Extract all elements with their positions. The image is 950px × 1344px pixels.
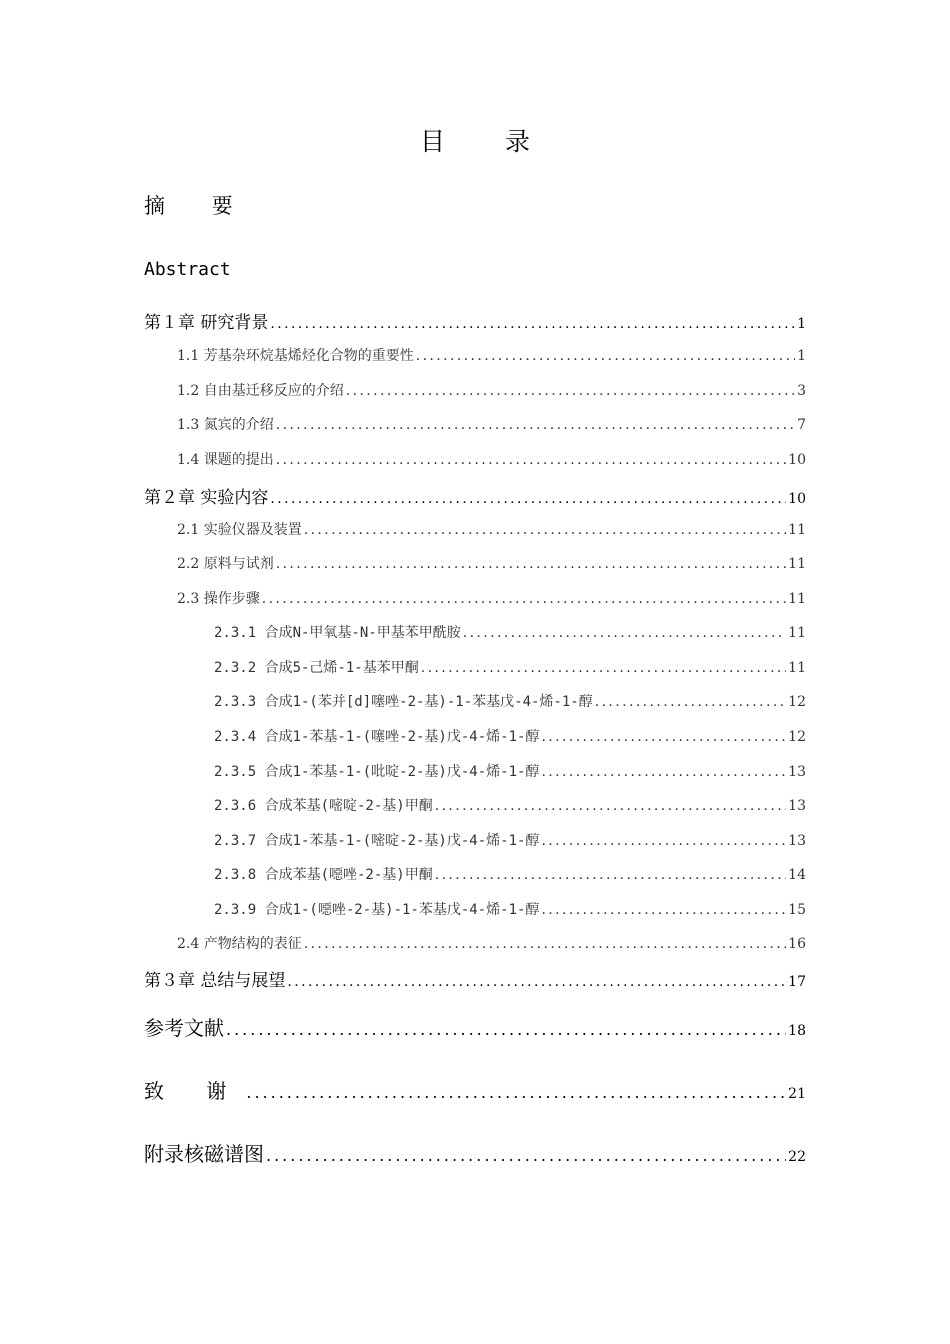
toc-leader-dots [246,1083,786,1102]
page-title: 目 录 [420,127,556,156]
toc-leader-dots [270,316,795,332]
toc-entry-title: 2.3.6 合成苯基(嘧啶-2-基)甲酮 [214,798,433,814]
toc-leader-dots [304,522,786,538]
abstract-cn-heading: 摘 要 [144,194,253,218]
toc-entry-title: 2.3.1 合成N-甲氧基-N-甲基苯甲酰胺 [214,625,461,641]
toc-entry-page: 3 [797,383,806,399]
toc-entry-title: 1.3 氮宾的介绍 [177,417,274,433]
toc-entry-2-3-6[interactable] [214,795,806,815]
toc-entry-page: 13 [788,764,806,780]
toc-leader-dots [435,798,786,814]
toc-entry-chapter-2[interactable] [144,483,806,508]
toc-leader-dots [276,452,786,468]
toc-entry-title: 2.2 原料与试剂 [177,556,274,572]
toc-leader-dots [266,1146,786,1165]
toc-leader-dots [541,764,786,780]
toc-entry-title: 致 谢 [144,1079,245,1103]
toc-leader-dots [435,867,786,883]
toc-entry-2-3-1[interactable] [214,622,806,642]
toc-leader-dots [595,694,786,710]
toc-entry-page: 11 [788,556,806,572]
toc-entry-title: 第２章 实验内容 [144,488,269,508]
toc-entry-page: 11 [788,591,806,607]
toc-entry-2-3[interactable] [177,588,806,608]
toc-entry-title: 第１章 研究背景 [144,313,269,333]
toc-entry-title: 1.1 芳基杂环烷基烯烃化合物的重要性 [177,348,414,364]
toc-entry-1-3[interactable] [177,414,806,434]
toc-entry-2-4[interactable] [177,933,806,953]
toc-entry-page: 16 [788,936,806,952]
toc-entry-title: 2.3 操作步骤 [177,591,260,607]
toc-leader-dots [416,348,795,364]
toc-entry-1-4[interactable] [177,449,806,469]
toc-entry-title: 2.3.3 合成1-(苯并[d]噻唑-2-基)-1-苯基戊-4-烯-1-醇 [214,694,593,710]
toc-entry-page: 14 [788,867,806,883]
toc-leader-dots [421,660,786,676]
toc-entry-page: 11 [788,522,806,538]
toc-leader-dots [276,417,795,433]
toc-entry-page: 10 [788,491,806,507]
toc-entry-title: 2.4 产物结构的表征 [177,936,302,952]
toc-entry-references[interactable] [144,1012,806,1041]
toc-entry-page: 11 [788,660,806,676]
toc-entry-page: 12 [788,694,806,710]
toc-entry-1-2[interactable] [177,380,806,400]
toc-entry-2-2[interactable] [177,553,806,573]
toc-entry-page: 10 [788,452,806,468]
toc-entry-2-3-5[interactable] [214,761,806,781]
toc-entry-page: 1 [797,348,806,364]
toc-leader-dots [541,902,786,918]
toc-entry-2-3-4[interactable] [214,726,806,746]
abstract-en-heading: Abstract [144,259,231,280]
toc-entry-title: 2.1 实验仪器及装置 [177,522,302,538]
toc-leader-dots [304,936,786,952]
toc-entry-page: 17 [788,974,806,990]
toc-entry-title: 1.4 课题的提出 [177,452,274,468]
toc-entry-2-1[interactable] [177,519,806,539]
toc-entry-title: 第３章 总结与展望 [144,971,286,991]
toc-entry-1-1[interactable] [177,345,806,365]
toc-entry-page: 21 [788,1086,806,1102]
toc-entry-page: 22 [788,1149,806,1165]
toc-entry-page: 1 [797,316,806,332]
toc-entry-title: 附录核磁谱图 [144,1142,264,1166]
toc-entry-title: 2.3.8 合成苯基(噁唑-2-基)甲酮 [214,867,433,883]
toc-entry-page: 18 [788,1023,806,1039]
toc-entry-title: 2.3.2 合成5-己烯-1-基苯甲酮 [214,660,419,676]
toc-entry-page: 13 [788,798,806,814]
toc-entry-title: 2.3.5 合成1-苯基-1-(吡啶-2-基)戊-4-烯-1-醇 [214,764,540,780]
toc-entry-2-3-9[interactable] [214,899,806,919]
toc-entry-page: 15 [788,902,806,918]
toc-entry-title: 参考文献 [144,1016,224,1040]
toc-leader-dots [541,729,786,745]
toc-entry-acknowledgements[interactable] [144,1075,806,1104]
toc-leader-dots [262,591,786,607]
toc-entry-page: 7 [797,417,806,433]
toc-entry-2-3-2[interactable] [214,657,806,677]
toc-entry-title: 2.3.9 合成1-(噁唑-2-基)-1-苯基戊-4-烯-1-醇 [214,902,540,918]
toc-entry-appendix-nmr[interactable] [144,1138,806,1167]
toc-leader-dots [541,833,786,849]
toc-leader-dots [226,1020,786,1039]
toc-entry-title: 2.3.4 合成1-苯基-1-(噻唑-2-基)戊-4-烯-1-醇 [214,729,540,745]
toc-entry-chapter-1[interactable] [144,308,806,333]
toc-leader-dots [463,625,786,641]
toc-entry-2-3-8[interactable] [214,864,806,884]
toc-leader-dots [346,383,795,399]
toc-leader-dots [270,491,786,507]
toc-entry-title: 2.3.7 合成1-苯基-1-(嘧啶-2-基)戊-4-烯-1-醇 [214,833,540,849]
toc-entry-2-3-7[interactable] [214,830,806,850]
toc-entry-page: 11 [788,625,806,641]
toc-leader-dots [276,556,786,572]
toc-entry-page: 13 [788,833,806,849]
toc-leader-dots [287,974,786,990]
toc-entry-title: 1.2 自由基迁移反应的介绍 [177,383,344,399]
toc-entry-chapter-3[interactable] [144,966,806,991]
toc-entry-page: 12 [788,729,806,745]
toc-entry-2-3-3[interactable] [214,691,806,711]
